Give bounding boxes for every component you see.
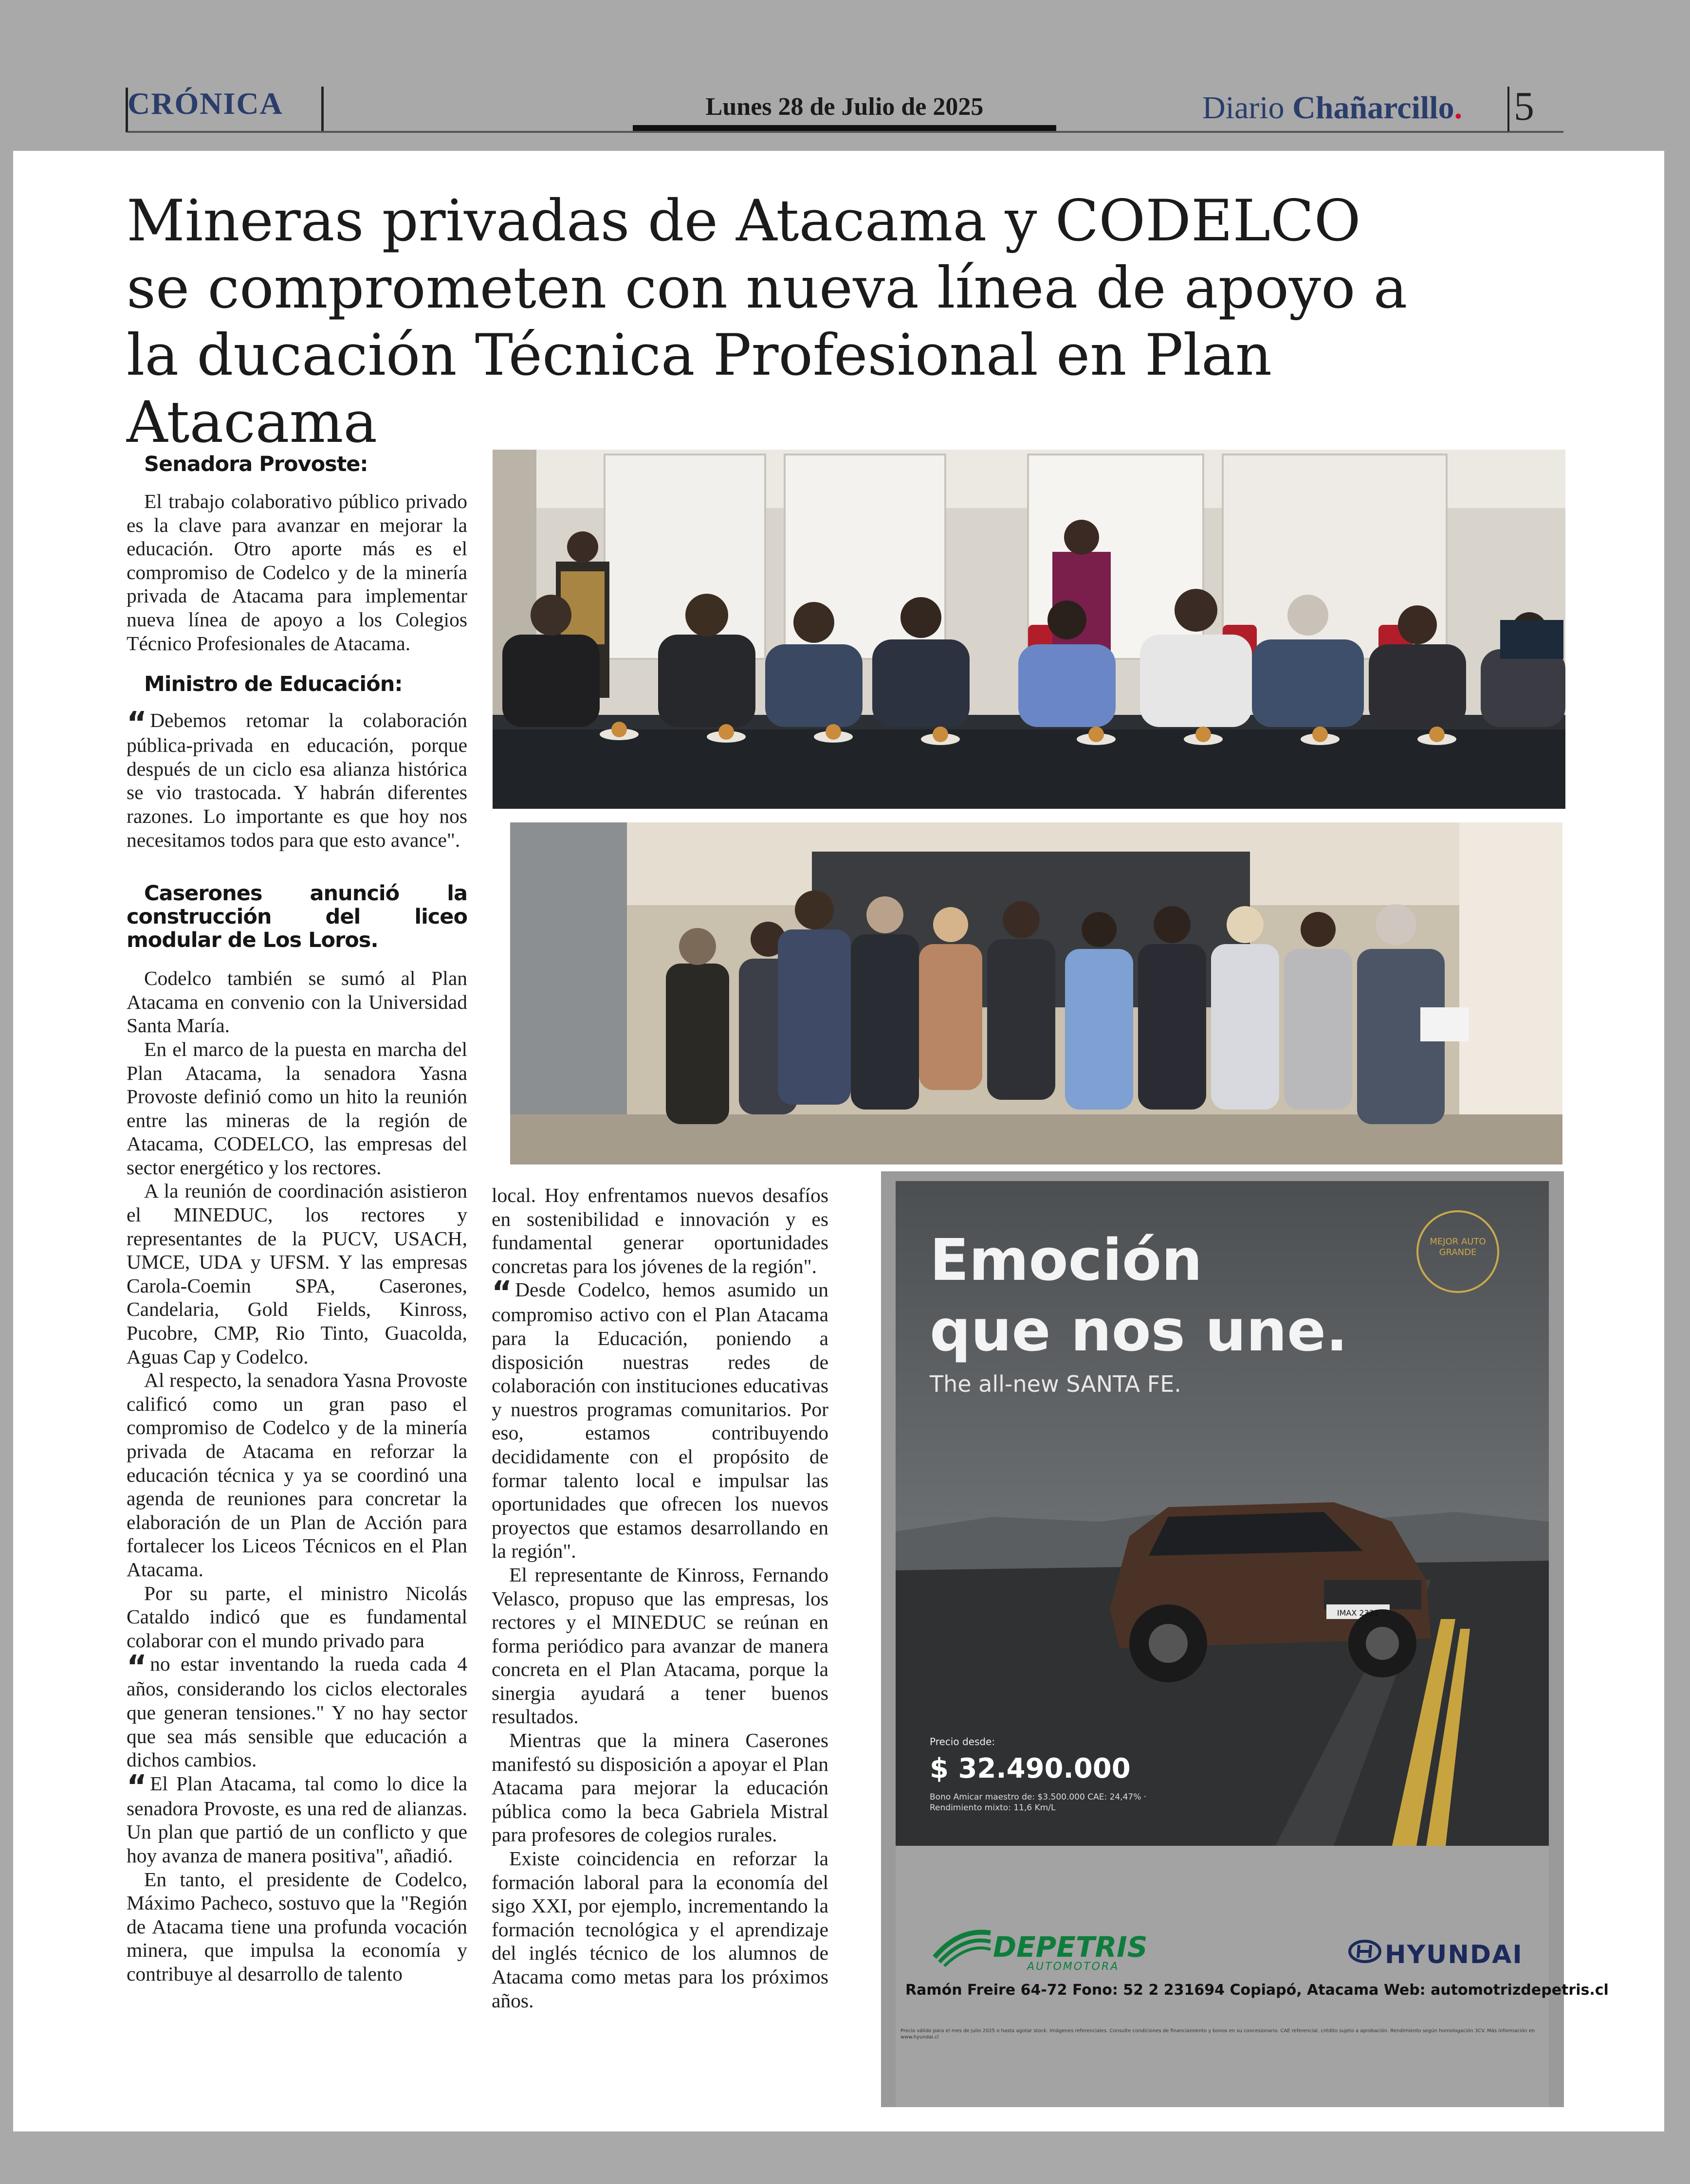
price-label: Precio desde:: [930, 1736, 995, 1747]
price-fine-print: Bono Amicar maestro de: $3.500.000 CAE: 24,47% · Rendimiento mixto: 11,6 Km/L: [930, 1792, 1147, 1813]
quote-paragraph: [492, 1275, 828, 1563]
quote-text: no estar inventando la rueda cada 4 años, considerando los ciclos electorales que generan tensiones." Y no hay sector que sea más sensible que educación a dichos cambios.: [127, 1653, 467, 1771]
masthead: [0, 0, 1690, 146]
dealer-subtitle: AUTOMOTORA: [1027, 1961, 1120, 1973]
column-middle: [492, 1183, 828, 2012]
paragraph: El representante de Kinross, Fernando Velasco, propuso que las empresas, los rectores y el MINEDUC se reúnan en forma periódico para avanzar de manera concreta en el Plan Atacama, porque la sinergia ayudará a tener buenos resultados.: [492, 1563, 828, 1728]
ad-subtitle: The all-new SANTA FE.: [930, 1371, 1181, 1397]
hyundai-advertisement: [881, 1171, 1609, 2107]
quote-icon: “: [492, 1275, 513, 1311]
paragraph: A la reunión de coordinación asistieron el MINEDUC, los rectores y representantes de la PUCV, USACH, UMCE, UDA y UFSM. Y las empresas Carola-Coemin SPA, Caserones, Candelaria, Gold Fields, Kinross, Pucobre, CMP, Rio Tinto, Guacolda, Aguas Cap y Codelco.: [127, 1180, 467, 1368]
ad-legal-text: Precio válido para el mes de julio 2025 o hasta agotar stock. Imágenes referenciales. Consulte condiciones de financiamiento y bonos en su concesionario. CAE referencial, crédito sujeto a aprobación. Rendimiento según homologación 3CV. Más información en www.hyundai.cl: [900, 2028, 1535, 2040]
paragraph: Existe coincidencia en reforzar la formación laboral para la economía del sigo XXI, por ejemplo, incrementando la formación tecnológica y el aprendizaje del inglés técnico de los alumnos de Atacama como metas para los próximos años.: [492, 1847, 828, 2012]
paragraph: El trabajo colaborativo público privado es la clave para avanzar en mejorar la educación. Otro aporte más es el compromiso de Codelco y de la minería privada de Atacama para implementar nueva línea de apoyo a los Colegios Técnico Profesionales de Atacama.: [127, 490, 467, 655]
hyundai-logo-icon: [1348, 1939, 1381, 1964]
paragraph: Al respecto, la senadora Yasna Provoste calificó como un gran paso el compromiso de Codelco y de la minería privada de Atacama en reforzar la educación técnica y ya se coordinó una agenda de reuniones para concretar la elaboración de un Plan de Acción para fortalecer los Liceos Técnicos en el Plan Atacama.: [127, 1369, 467, 1581]
newspaper-name: [1202, 90, 1462, 127]
price: $ 32.490.000: [930, 1753, 1131, 1784]
subhead-ministro: Ministro de Educación:: [144, 672, 403, 697]
ad-image: [896, 1181, 1549, 1846]
quote-icon: “: [127, 1649, 147, 1686]
section-name: CRÓNICA: [128, 86, 283, 121]
header-divider: [321, 87, 324, 131]
quote-text: Debemos retomar la colaboración pública-privada en educación, porque después de un ciclo esa alianza histórica se vio trastocada. Y habrán diferentes razones. Lo importante es que hoy nos necesitamos todos para que esto avance".: [127, 709, 467, 851]
quote-paragraph: [127, 1768, 467, 1868]
paper-title: Chañarcillo: [1292, 90, 1454, 126]
subhead-caserones: Caserones anunció la construcción del liceo modular de Los Loros.: [127, 881, 467, 953]
paragraph: Codelco también se sumó al Plan Atacama en convenio con la Universidad Santa María.: [127, 967, 467, 1037]
dealer-address: Ramón Freire 64-72 Fono: 52 2 231694 Copiapó, Atacama Web: automotrizdepetris.cl: [905, 1982, 1609, 1999]
depetris-logo-icon: [930, 1928, 993, 1967]
license-plate: IMAX 2331: [1337, 1608, 1379, 1618]
paragraph: Por su parte, el ministro Nicolás Cataldo indicó que es fundamental colaborar con el mundo privado para: [127, 1582, 467, 1652]
quote-text: El Plan Atacama, tal como lo dice la senadora Provoste, es una red de alianzas. Un plan que partió de un conflicto y que hoy avanza de manera positiva", añadió.: [127, 1772, 467, 1867]
paragraph: Mientras que la minera Caserones manifestó su disposición a apoyar el Plan Atacama para mejorar la educación pública como la beca Gabriela Mistral para profesores de colegios rurales.: [492, 1729, 828, 1846]
page-number: 5: [1514, 84, 1534, 129]
paragraph: En tanto, el presidente de Codelco, Máximo Pacheco, sostuvo que la "Región de Atacama tiene una profunda vocación minera, que impulsa la economía y contribuye al desarrollo de talento: [127, 1868, 467, 1985]
quote-paragraph: [127, 1649, 467, 1771]
paragraph-continued: local. Hoy enfrentamos nuevos desafíos en sostenibilidad e innovación y es fundamental generar oportunidades concretas para los jóvenes de la región".: [492, 1184, 828, 1277]
ad-headline: [930, 1225, 1348, 1366]
quote-paragraph: [127, 706, 467, 852]
dealer-name: DEPETRIS: [993, 1930, 1148, 1964]
award-badge: MEJOR AUTO GRANDE: [1416, 1210, 1499, 1293]
header-rule: [128, 131, 1563, 133]
paragraph: En el marco de la puesta en marcha del Plan Atacama, la senadora Yasna Provoste definió como un hito la reunión entre las mineras de la región de Atacama, CODELCO, las empresas del sector energético y los rectores.: [127, 1037, 467, 1179]
article-headline: Mineras privadas de Atacama y CODELCO se comprometen con nueva línea de apoyo a la ducación Técnica Profesional en Plan Atacama: [127, 187, 1408, 455]
page-num-divider: [1507, 87, 1509, 131]
column-left: [127, 453, 467, 1985]
issue-date: Lunes 28 de Julio de 2025: [705, 93, 984, 121]
quote-text: Desde Codelco, hemos asumido un compromiso activo con el Plan Atacama para la Educación, poniendo a disposición nuestras redes de colaboración con instituciones educativas y nuestros programas comunitarios. Por eso, estamos contribuyendo decididamente con el propósito de formar talento local e impulsar las oportunidades que ofrecen los nuevos proyectos que estamos desarrollando en la región".: [492, 1278, 828, 1563]
ad-footer: [896, 1846, 1609, 2107]
quote-icon: “: [127, 706, 147, 742]
meeting-photo: [493, 450, 1565, 809]
ad-headline-line1: Emoción: [930, 1226, 1203, 1293]
paper-dot: .: [1454, 90, 1463, 126]
ad-headline-line2: que nos une.: [930, 1297, 1348, 1364]
paper-prefix: Diario: [1202, 90, 1285, 126]
group-photo: [510, 822, 1562, 1165]
subhead-senadora: Senadora Provoste:: [144, 452, 368, 476]
brand-name: HYUNDAI: [1385, 1940, 1523, 1969]
quote-icon: “: [127, 1768, 147, 1805]
